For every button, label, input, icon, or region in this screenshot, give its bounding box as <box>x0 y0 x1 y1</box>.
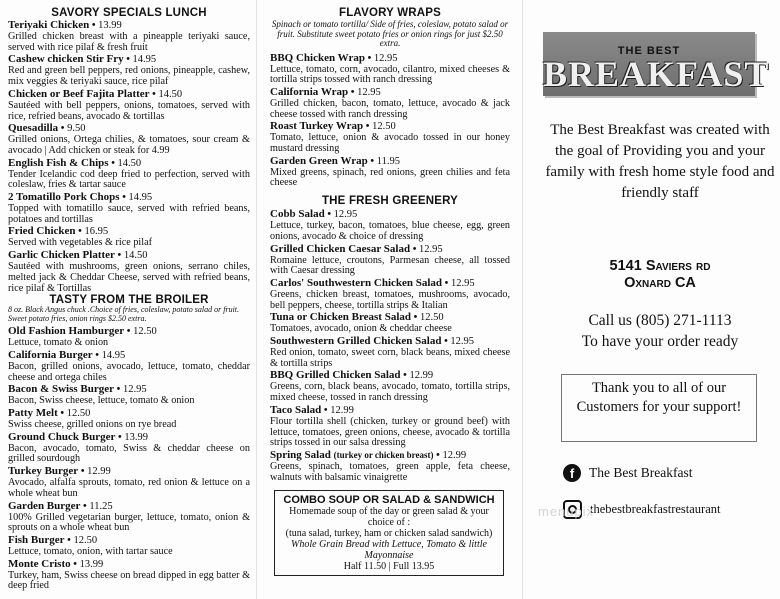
menu-item-price: 12.50 <box>66 408 91 420</box>
menu-item-description: Greens, chicken breast, tomatoes, mushrooms, avocado, bell peppers, cheese, tortilla strips & Italian <box>270 288 510 311</box>
menu-item-name: Patty Melt <box>8 407 58 420</box>
price-separator: • <box>324 209 334 221</box>
menu-item-header <box>8 431 250 444</box>
menu-item-name: Grilled Chicken Caesar Salad <box>270 242 411 255</box>
menu-item-header <box>8 500 250 513</box>
menu-item-price: 14.50 <box>158 88 183 100</box>
menu-item <box>270 369 510 403</box>
logo-breakfast: BREAKFAST <box>543 54 770 94</box>
menu-item-description: Avocado, alfalfa sprouts, tomato, red onion & lettuce on a whole wheat bun <box>8 477 250 499</box>
menu-item-description: Served with vegetables & rice pilaf <box>8 237 152 249</box>
price-separator: • <box>123 54 133 66</box>
menu-item <box>8 407 250 431</box>
price-separator: • <box>364 52 374 64</box>
menu-item-name: Spring Salad <box>270 448 331 461</box>
menu-item-description: Greens, spinach, tomatoes, green apple, feta cheese, walnuts with balsamic vinaigrette <box>270 460 510 483</box>
watermark: menupix <box>538 504 595 519</box>
menu-item-header <box>270 243 510 256</box>
menu-item-name: Cobb Salad <box>270 208 325 221</box>
price-separator: • <box>348 86 358 98</box>
menu-item-description: Grilled chicken, bacon, tomato, lettuce, avocado & jack cheese tossed with ranch dressing <box>270 97 510 120</box>
menu-item-description: Lettuce, turkey, bacon, tomatoes, blue cheese, egg, green onions, avocado & choice of dressing <box>270 220 510 242</box>
menu-item <box>270 311 510 335</box>
menu-item-name: Roast Turkey Wrap <box>270 120 364 133</box>
section-title-savory: SAVORY SPECIALS LUNCH <box>51 7 207 19</box>
section-title-greenery: THE FRESH GREENERY <box>321 195 459 208</box>
menu-item-name: Chicken or Beef Fajita Platter <box>8 87 150 100</box>
menu-item-name: California Wrap <box>270 85 349 98</box>
wraps-note: Spinach or tomato tortilla/ Side of fries, coleslaw, potato salad or fruit. Substitute sweet potato fries or onion rings for just $2.50 extra. <box>271 19 509 48</box>
menu-item-description: Red onion, tomato, sweet corn, black beans, mixed cheese & tortilla strips <box>270 347 510 369</box>
menu-panel-left <box>0 0 256 599</box>
phone[interactable]: Call us (805) 271-1113 <box>588 312 732 329</box>
price-separator: • <box>58 123 68 135</box>
menu-item-name: Garlic Chicken Platter <box>8 249 115 262</box>
fold-line <box>522 0 523 599</box>
menu-item-price: 14.95 <box>101 349 126 361</box>
menu-item-price: 12.99 <box>330 404 354 416</box>
price-separator: • <box>442 277 451 289</box>
menu-item-name: Tuna or Chicken Breast Salad <box>270 311 412 324</box>
price-separator: • <box>411 312 420 324</box>
price-separator: • <box>78 466 88 478</box>
menu-item-price: 11.25 <box>89 500 113 512</box>
menu-item-name: Taco Salad <box>270 403 322 416</box>
menu-item <box>8 249 250 294</box>
menu-item <box>8 534 250 558</box>
menu-item-name: Garden Green Wrap <box>270 154 368 167</box>
menu-item-name: Garden Burger <box>8 499 81 512</box>
menu-item <box>8 500 250 534</box>
menu-item-name: Monte Cristo <box>8 557 71 570</box>
combo-prices: Half 11.50 | Full 13.95 <box>343 561 435 573</box>
menu-item-name: California Burger <box>8 348 93 361</box>
menu-item-name: Carlos' Southwestern Chicken Salad <box>270 276 443 289</box>
menu-item-description: Lettuce, tomato, corn, avocado, cilantro, mixed cheeses & tortilla strips tossed with ranch dressing <box>270 63 510 86</box>
menu-item-description: Swiss cheese, grilled onions on rye bread <box>8 419 177 431</box>
price-separator: • <box>363 121 373 133</box>
menu-panel-middle <box>258 0 518 599</box>
menu-item <box>8 19 250 53</box>
menu-item-description: Lettuce, tomato & onion <box>8 337 109 349</box>
price-separator: • <box>92 349 102 361</box>
menu-item <box>270 335 510 369</box>
menu-item-name: English Fish & Chips <box>8 156 109 169</box>
call-note: To have your order ready <box>581 333 739 350</box>
menu-item <box>8 53 250 87</box>
menu-item-name: Fried Chicken <box>8 225 76 238</box>
price-separator: • <box>400 370 410 382</box>
menu-item-price: 12.95 <box>373 52 398 64</box>
combo-box <box>274 490 504 576</box>
menu-item <box>270 243 510 277</box>
price-separator: • <box>114 384 123 396</box>
menu-item-name: Bacon & Swiss Burger <box>8 383 115 396</box>
menu-item-description: Mixed greens, spinach, red onions, green chilies and feta cheese <box>270 166 510 189</box>
price-separator: • <box>149 88 159 100</box>
menu-item-note: (turkey or chicken breast) <box>333 449 434 460</box>
menu-item-description: Sautéed with bell peppers, onions, tomatoes, served with rice, refried beans, avocado & tortillas <box>8 99 250 122</box>
menu-item-description: Grilled onions, Ortega chilies, & tomatoes, sour cream & avocado | Add chicken or steak for 4.99 <box>8 134 250 156</box>
broiler-note: 8 oz. Black Angus chuck .Choice of fries, coleslaw, potato salad or fruit. Sweet potato fries, onion rings $2.50 extra. <box>8 305 240 323</box>
menu-item-price: 16.95 <box>84 226 109 238</box>
price-separator: • <box>367 155 377 167</box>
menu-item <box>270 208 510 242</box>
menu-item-price: 12.99 <box>442 449 467 461</box>
combo-title: COMBO SOUP OR SALAD & SANDWICH <box>283 494 495 507</box>
menu-item-name: BBQ Chicken Wrap <box>270 51 365 64</box>
menu-item <box>8 88 250 122</box>
menu-item <box>270 52 510 86</box>
address-street: 5141 Saviers rd <box>609 258 711 274</box>
brand-logo <box>543 32 770 96</box>
section-title-broiler: TASTY FROM THE BROILER <box>49 294 209 307</box>
intro-text: The Best Breakfast was created with the goal of Providing you and your family with fresh home style food and friendly staff <box>545 122 775 201</box>
price-separator: • <box>70 558 80 570</box>
menu-item-price: 12.95 <box>419 243 443 255</box>
menu-item <box>8 225 250 249</box>
menu-item-price: 12.95 <box>450 277 475 289</box>
price-separator: • <box>108 157 118 169</box>
menu-item-name: Old Fashion Hamburger <box>8 325 125 338</box>
menu-item-name: Fish Burger <box>8 533 65 546</box>
menu-item-description: Greens, corn, black beans, avocado, tomato, tortilla strips, mixed cheese, tossed in ranch dressing <box>270 381 510 404</box>
savory-list <box>8 19 250 294</box>
thanks-box: Thank you to all of our Customers for your support! <box>561 374 757 442</box>
menu-item <box>270 86 510 120</box>
combo-line3: Whole Grain Bread with Lettuce, Tomato & little Mayonnaise <box>291 539 487 562</box>
menu-item <box>8 191 250 225</box>
fold-line <box>256 0 257 599</box>
menu-item-description: Red and green bell peppers, red onions, pineapple, cashew, mix veggies & teriyaki sauce, rice pilaf <box>8 65 250 88</box>
menu-item-price: 12.99 <box>409 370 434 382</box>
menu-item <box>8 383 250 407</box>
menu-item-price: 14.50 <box>123 250 148 262</box>
menu-item-name: Cashew chicken Stir Fry <box>8 53 124 66</box>
menu-item-description: Sautéed with mushrooms, green onions, serrano chiles, melted jack & Cheddar Cheese, served with refried beans, rice pilaf & Tortillas <box>8 261 250 294</box>
address-city: Oxnard CA <box>624 275 696 291</box>
menu-item-name: Southwestern Grilled Chicken Salad <box>270 335 442 348</box>
logo-the-best: THE BEST <box>617 45 681 57</box>
menu-item-price: 14.95 <box>132 54 157 66</box>
menu-item <box>8 325 250 349</box>
menu-item-description: Topped with tomatillo sauce, served with refried beans, potatoes and tortillas <box>8 203 250 225</box>
menu-item-name: 2 Tomatillo Pork Chops <box>8 191 120 204</box>
menu-item <box>8 157 250 191</box>
instagram-label: thebestbreakfastrestaurant <box>590 502 721 516</box>
menu-item-header <box>8 349 250 362</box>
broiler-list <box>8 325 250 592</box>
price-separator: • <box>410 243 419 255</box>
menu-item-description: Tomatoes, avocado, onion & cheddar cheese <box>270 323 452 335</box>
menu-item <box>8 558 250 592</box>
menu-item-price: 13.99 <box>98 20 122 31</box>
menu-item <box>270 155 510 189</box>
menu-item-description: Lettuce, tomato, onion, with tartar sauce <box>8 545 173 557</box>
menu-item-price: 12.95 <box>450 336 474 348</box>
price-separator: • <box>441 336 451 348</box>
menu-item-price: 14.50 <box>117 157 142 169</box>
menu-item-header <box>8 157 250 170</box>
price-separator: • <box>80 500 90 512</box>
menu-item-price: 9.50 <box>67 123 86 135</box>
menu-item-description: 100% Grilled vegetarian burger, lettuce, tomato, onion & sprouts on a whole wheat bun <box>8 511 250 534</box>
facebook-label: The Best Breakfast <box>589 465 693 480</box>
menu-item-name: Quesadilla <box>8 122 59 135</box>
price-separator: • <box>119 192 129 204</box>
menu-item-description: Bacon, Swiss cheese, lettuce, tomato & onion <box>8 395 195 407</box>
menu-item-description: Tender Icelandic cod deep fried to perfection, served with coleslaw, fries & tartar sauce <box>8 168 250 191</box>
menu-item-price: 14.95 <box>128 192 153 204</box>
menu-item-price: 12.50 <box>372 121 396 133</box>
menu-item-price: 13.99 <box>79 558 104 570</box>
section-title-wraps: FLAVORY WRAPS <box>338 7 442 19</box>
greenery-list <box>270 208 510 483</box>
menu-item-price: 12.95 <box>333 209 358 221</box>
address <box>545 258 775 292</box>
price-separator: • <box>57 408 67 420</box>
menu-item <box>8 122 250 156</box>
menu-item-price: 12.99 <box>87 466 111 478</box>
menu-item-header <box>270 86 510 99</box>
menu-item-price: 12.95 <box>122 384 147 396</box>
menu-item <box>8 465 250 499</box>
menu-item-header <box>8 558 250 571</box>
wraps-list <box>270 52 510 190</box>
menu-item <box>270 449 510 483</box>
menu-item <box>8 431 250 465</box>
menu-item-header <box>8 88 250 101</box>
menu-item-price: 12.95 <box>357 86 381 98</box>
price-separator: • <box>115 431 125 443</box>
menu-item-header <box>270 52 510 65</box>
combo-line2: (tuna salad, turkey, ham or chicken salad sandwich) <box>285 528 493 540</box>
menu-item-header <box>270 155 510 168</box>
menu-item <box>270 404 510 449</box>
menu-item-description: Tomato, lettuce, onion & avocado tossed in our honey mustard dressing <box>270 132 510 155</box>
menu-item-description: Bacon, avocado, tomato, Swiss & cheddar cheese on grilled sourdough <box>8 442 250 465</box>
price-separator: • <box>89 20 99 31</box>
menu-item-description: Bacon, grilled onions, avocado, lettuce, tomato, cheddar cheese and ortega chiles <box>8 360 250 383</box>
menu-item-price: 13.99 <box>124 431 148 443</box>
price-separator: • <box>124 326 134 338</box>
facebook-link[interactable] <box>563 464 780 482</box>
menu-item-description: Turkey, ham, Swiss cheese on bread dipped in egg batter & deep fried <box>8 569 250 592</box>
combo-line1: Homemade soup of the day or green salad & your choice of : <box>289 506 489 529</box>
menu-item-name: Ground Chuck Burger <box>8 430 116 443</box>
menu-item <box>270 277 510 311</box>
menu-item-name: BBQ Grilled Chicken Salad <box>270 369 401 382</box>
menu-item-description: Flour tortilla shell (chicken, turkey or ground beef) with lettuce, tomatoes, green onions, cheese, avocado & tortilla strips tossed in our salsa dressing <box>270 415 510 449</box>
facebook-icon: f <box>563 464 581 482</box>
menu-item-header <box>270 404 510 417</box>
price-separator: • <box>75 226 85 238</box>
instagram-link[interactable] <box>563 500 780 519</box>
price-separator: • <box>64 534 74 546</box>
price-separator: • <box>321 404 331 416</box>
menu-item-name: Turkey Burger <box>8 465 79 478</box>
call-info <box>545 310 775 352</box>
menu-item-price: 11.95 <box>376 155 400 167</box>
menu-item-name: Teriyaki Chicken <box>8 19 90 31</box>
menu-item <box>8 349 250 383</box>
menu-item-description: Grilled chicken breast with a pineapple teriyaki sauce, served with rice pilaf & fresh fruit <box>8 31 250 53</box>
menu-item-header <box>270 277 510 290</box>
menu-item-price: 12.50 <box>73 534 98 546</box>
menu-item <box>270 120 510 154</box>
menu-item-price: 12.50 <box>133 326 157 338</box>
menu-item-description: Romaine lettuce, croutons, Parmesan cheese, all tossed with Caesar dressing <box>270 254 510 277</box>
menu-item-price: 12.50 <box>419 312 444 324</box>
price-separator: • <box>433 449 443 461</box>
price-separator: • <box>114 250 124 262</box>
